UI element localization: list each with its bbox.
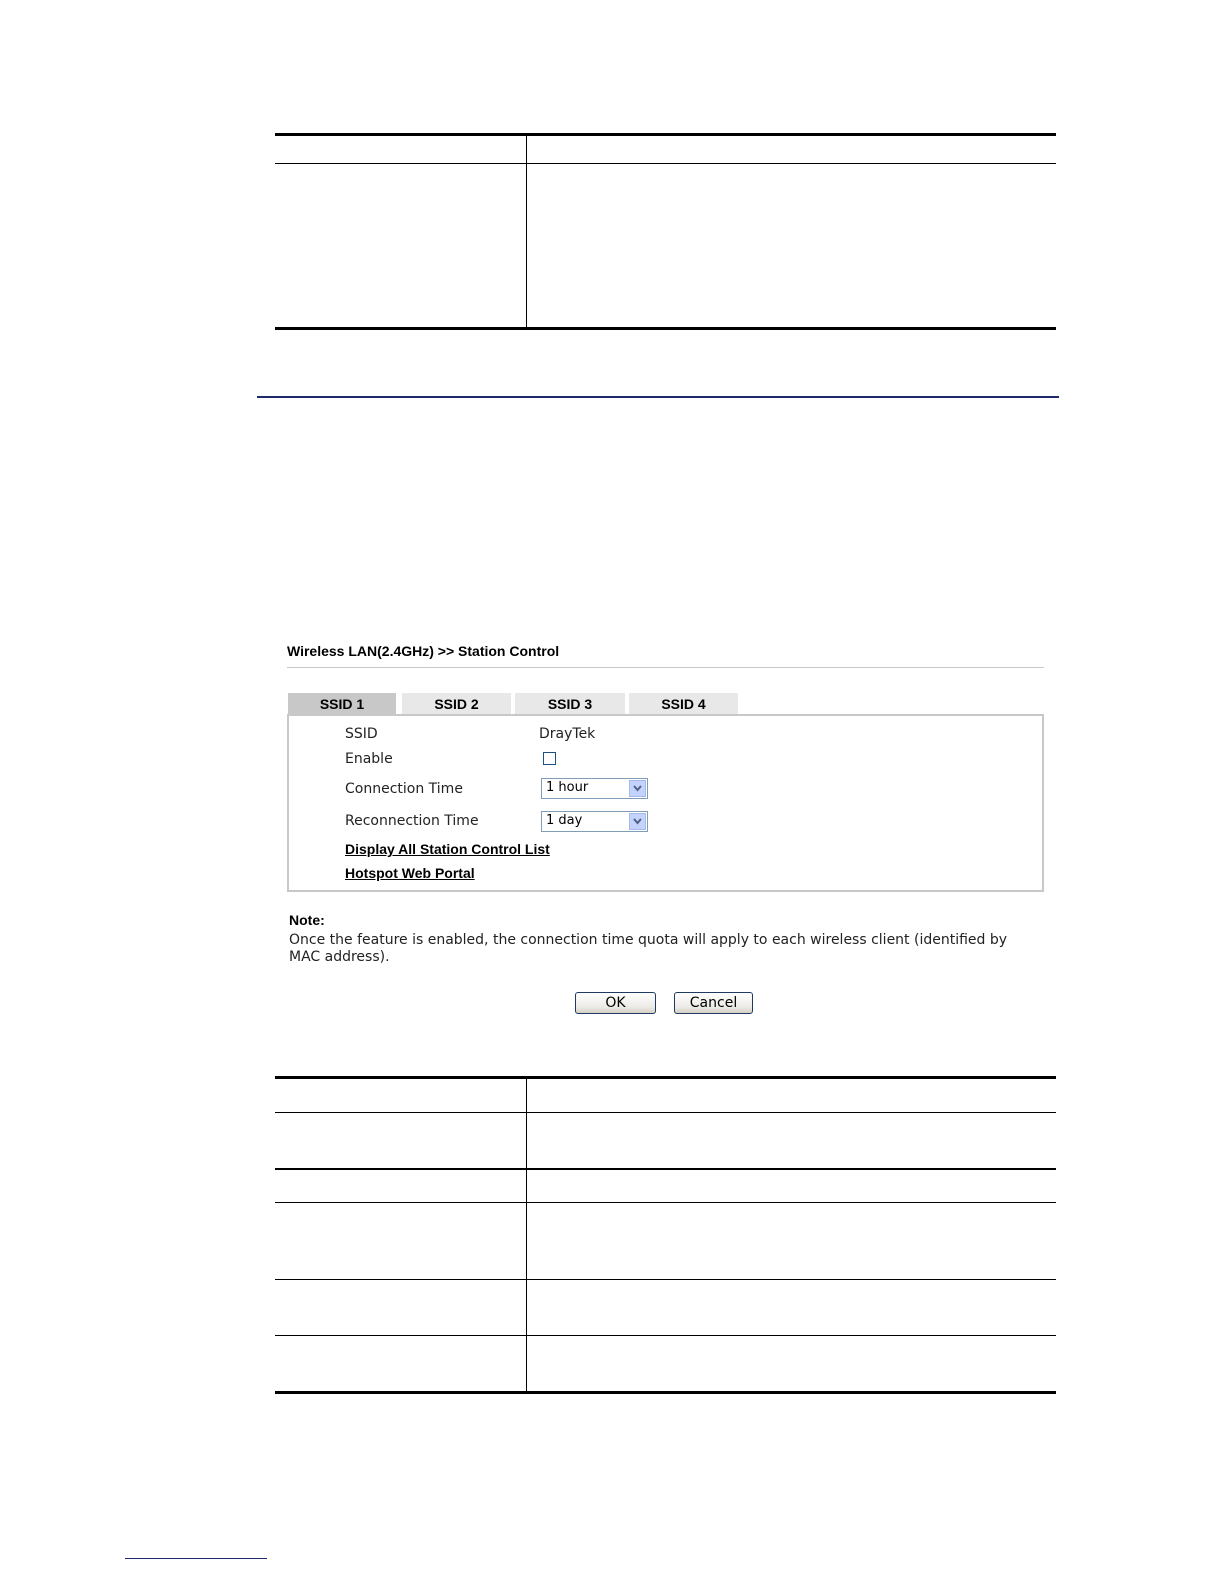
connection-time-label: Connection Time <box>345 781 463 797</box>
note-text: Once the feature is enabled, the connection time quota will apply to each wireless client (identified by MAC address). <box>289 932 1008 965</box>
connection-time-value: 1 hour <box>546 780 589 795</box>
cancel-button[interactable]: Cancel <box>674 992 753 1014</box>
reconnection-time-label: Reconnection Time <box>345 813 479 829</box>
table-bottom-border <box>275 1391 1056 1394</box>
page-title: Wireless LAN(2.4GHz) >> Station Control <box>287 643 560 659</box>
enable-checkbox[interactable] <box>543 752 556 765</box>
reconnection-time-select[interactable] <box>541 811 648 832</box>
table-row-divider <box>275 1202 1056 1203</box>
table-column-divider <box>526 135 527 328</box>
ssid-value: DrayTek <box>539 726 596 742</box>
table-bottom-border <box>275 327 1056 330</box>
connection-time-select[interactable] <box>541 778 648 799</box>
tab-ssid-1[interactable]: SSID 1 <box>287 692 397 715</box>
tab-ssid-4[interactable]: SSID 4 <box>628 692 739 715</box>
reconnection-time-value: 1 day <box>546 813 583 828</box>
tab-ssid-3[interactable]: SSID 3 <box>514 692 626 715</box>
table-row-divider <box>275 1279 1056 1280</box>
table-top-border <box>275 133 1056 136</box>
table-top-border <box>275 1076 1056 1079</box>
display-all-station-control-list-link[interactable]: Display All Station Control List <box>345 841 550 857</box>
chevron-down-icon[interactable] <box>629 813 646 830</box>
note-title: Note: <box>289 912 325 928</box>
footnote-rule <box>125 1558 267 1559</box>
chevron-down-icon[interactable] <box>629 780 646 797</box>
title-underline <box>287 667 1044 668</box>
table-row-divider <box>275 1335 1056 1336</box>
table-header-divider <box>275 1112 1056 1113</box>
section-rule <box>257 396 1059 398</box>
table-header-divider <box>275 163 1056 164</box>
tab-ssid-2[interactable]: SSID 2 <box>401 692 512 715</box>
table-row-divider <box>275 1168 1056 1170</box>
enable-label: Enable <box>345 751 393 767</box>
ok-button[interactable]: OK <box>575 992 656 1014</box>
hotspot-web-portal-link[interactable]: Hotspot Web Portal <box>345 865 475 881</box>
ssid-label: SSID <box>345 726 378 742</box>
table-column-divider <box>526 1078 527 1392</box>
